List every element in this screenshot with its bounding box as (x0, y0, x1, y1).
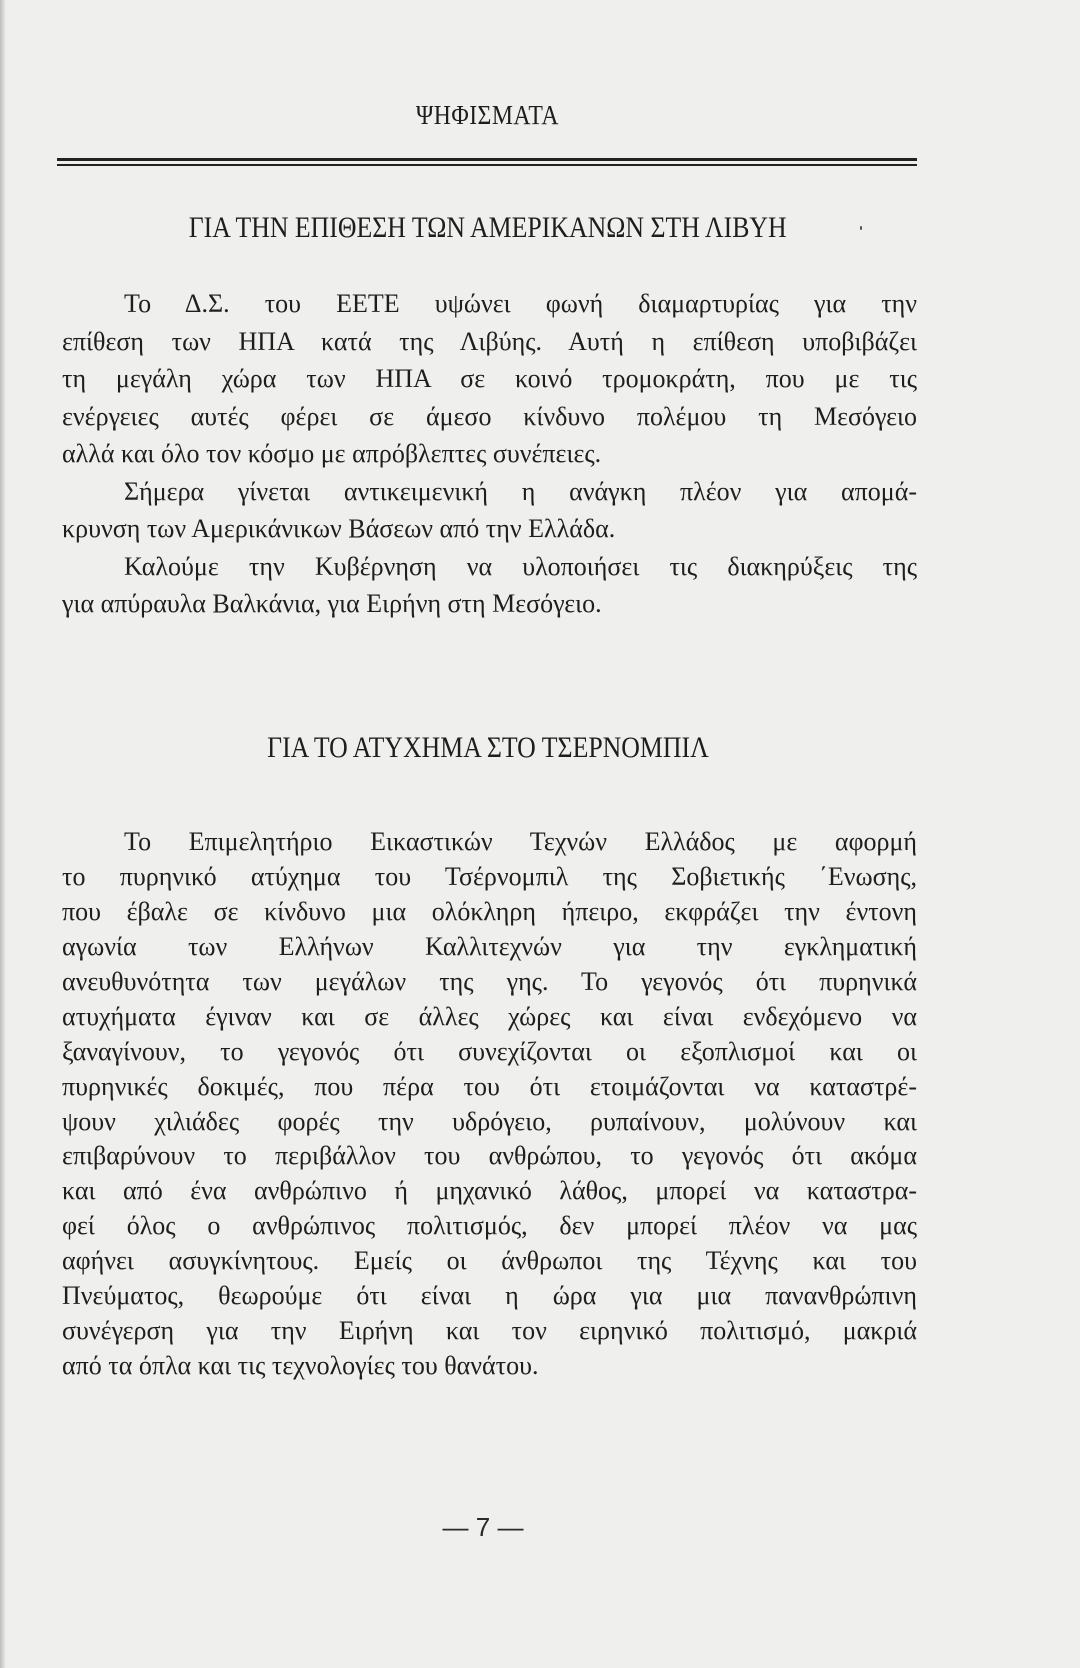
text-line: που έβαλε σε κίνδυνο μια ολόκληρη ήπειρο, εκφράζει την έντονη (62, 896, 917, 926)
text-line: τη μεγάλη χώρα των ΗΠΑ σε κοινό τρομοκράτη, που με τις (62, 364, 917, 393)
text-line: Πνεύματος, θεωρούμε ότι είναι η ώρα για μια πανανθρώπινη (62, 1281, 917, 1311)
page-edge-shadow (0, 0, 6, 1668)
text-line: αλλά και όλο τον κόσμο με απρόβλεπτες συνέπειες. (62, 439, 602, 468)
text-line: ενέργειες αυτές φέρει σε άμεσο κίνδυνο πολέμου τη Μεσόγειο (62, 401, 917, 431)
text-line: ψουν χιλιάδες φορές την υδρόγειο, ρυπαίνουν, μολύνουν και (62, 1106, 917, 1136)
text-line: επίθεση των ΗΠΑ κατά της Λιβύης. Αυτή η επίθεση υποβιβάζει (62, 326, 917, 356)
header-rule-top (57, 158, 917, 161)
resolution-chernobyl-text (62, 825, 917, 1384)
text-line: φεί όλος ο ανθρώπινος πολιτισμός, δεν μπορεί πλέον να μας (62, 1211, 917, 1241)
text-line: για απύραυλα Βαλκάνια, για Ειρήνη στη Μεσόγειο. (62, 589, 602, 618)
print-speck (860, 226, 862, 230)
text-line: Καλούμε την Κυβέρνηση να υλοποιήσει τις διακηρύξεις της (124, 551, 917, 581)
text-line: Το Δ.Σ. του ΕΕΤΕ υψώνει φωνή διαμαρτυρίας για την (124, 289, 917, 318)
section-heading-libya: ΓΙΑ ΤΗΝ ΕΠΙΘΕΣΗ ΤΩΝ ΑΜΕΡΙΚΑΝΩΝ ΣΤΗ ΛΙΒΥΗ (188, 211, 787, 244)
header-rule-bottom (57, 164, 917, 166)
page-number: — 7 — (442, 1512, 524, 1542)
text-line: αγωνία των Ελλήνων Καλλιτεχνών για την εγκληματική (62, 931, 917, 961)
text-line: κρυνση των Αμερικάνικων Βάσεων από την Ελλάδα. (62, 514, 616, 543)
text-line: Το Επιμελητήριο Εικαστικών Τεχνών Ελλάδος με αφορμή (124, 827, 917, 856)
text-line: Σήμερα γίνεται αντικειμενική η ανάγκη πλέον για απομά- (124, 476, 917, 506)
text-line: αφήνει ασυγκίνητους. Εμείς οι άνθρωποι της Τέχνης και του (62, 1246, 917, 1276)
text-line: ανευθυνότητα των μεγάλων της γης. Το γεγονός ότι πυρηνικά (62, 966, 917, 996)
running-title: ΨΗΦΙΣΜΑΤΑ (415, 100, 560, 130)
resolution-libya-text (62, 285, 917, 623)
text-line: συνέγερση για την Ειρήνη και τον ειρηνικό πολιτισμό, μακριά (62, 1316, 917, 1346)
text-line: επιβαρύνουν το περιβάλλον του ανθρώπου, το γεγονός ότι ακόμα (62, 1141, 917, 1171)
text-line: από τα όπλα και τις τεχνολογίες του θανάτου. (62, 1351, 539, 1381)
section-heading-chernobyl: ΓΙΑ ΤΟ ΑΤΥΧΗΜΑ ΣΤΟ ΤΣΕΡΝΟΜΠΙΛ (267, 731, 709, 764)
text-line: και από ένα ανθρώπινο ή μηχανικό λάθος, μπορεί να καταστρα- (62, 1176, 917, 1206)
text-line: πυρηνικές δοκιμές, που πέρα του ότι ετοιμάζονται να καταστρέ- (62, 1071, 917, 1101)
text-line: το πυρηνικό ατύχημα του Τσέρνομπιλ της Σοβιετικής ΄Ενωσης, (62, 861, 917, 891)
text-line: ατυχήματα έγιναν και σε άλλες χώρες και είναι ενδεχόμενο να (62, 1001, 917, 1031)
text-line: ξαναγίνουν, το γεγονός ότι συνεχίζονται οι εξοπλισμοί και οι (62, 1036, 917, 1066)
